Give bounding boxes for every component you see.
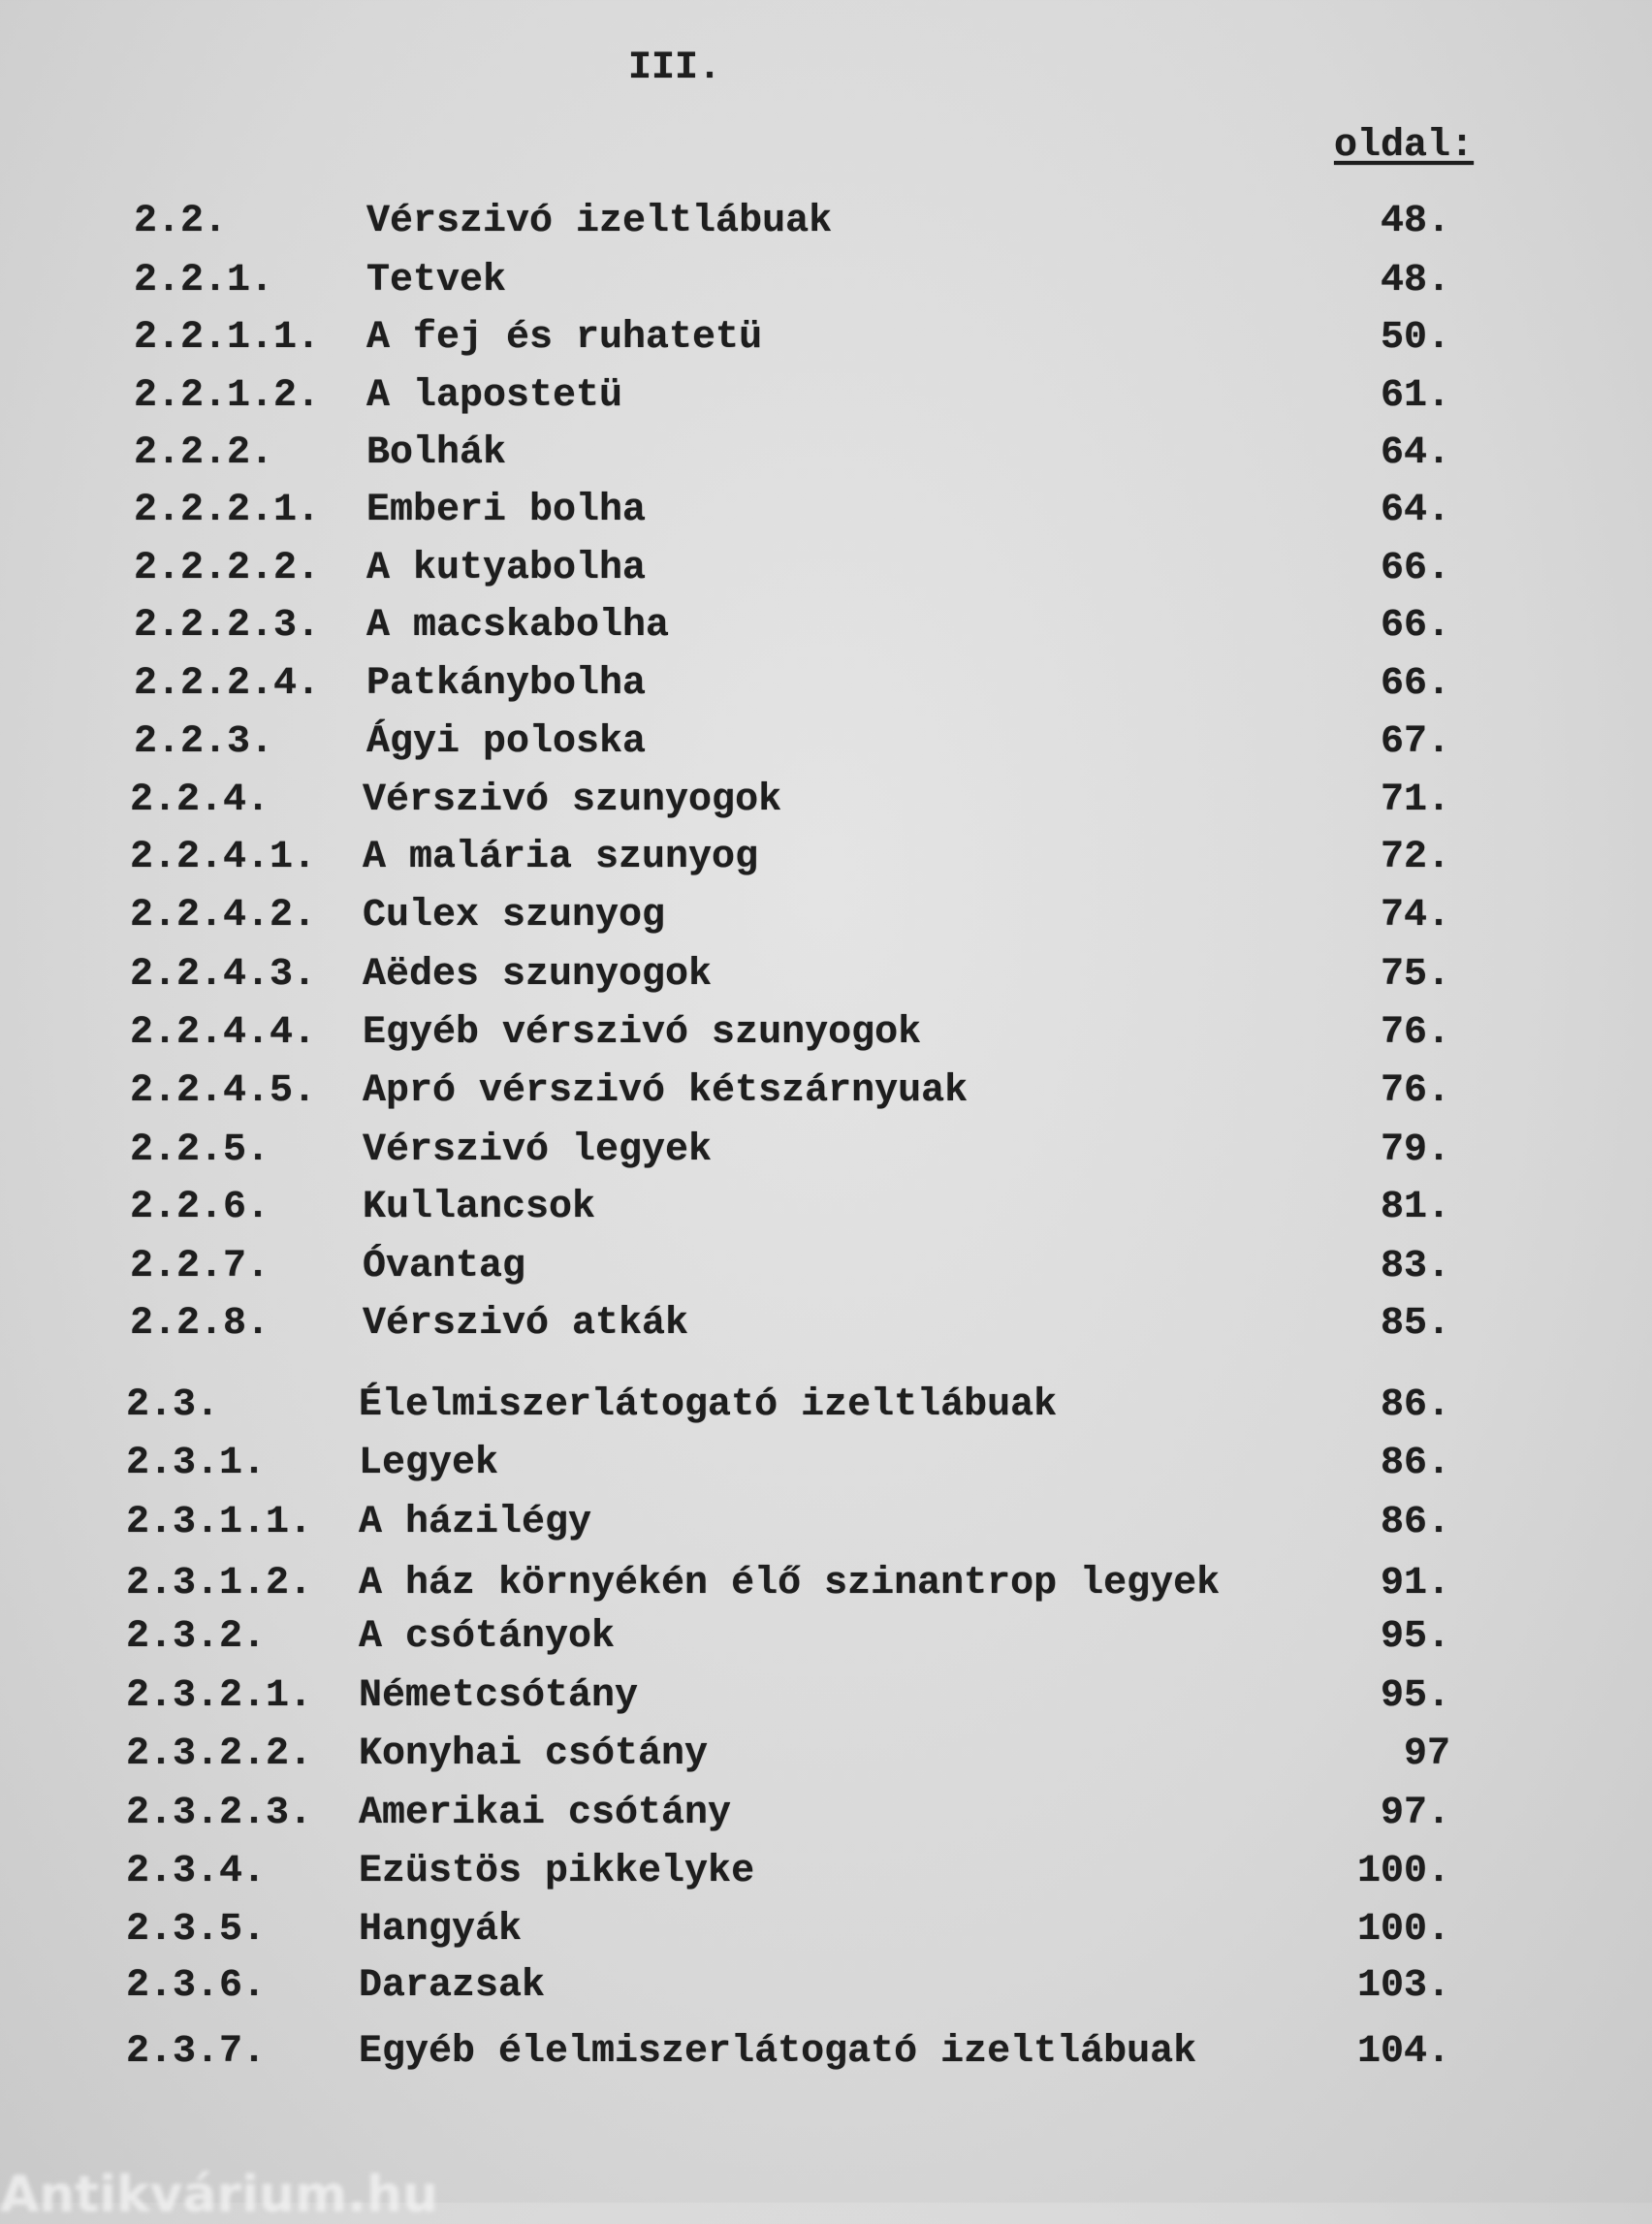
entry-number: 2.2.2.2. [134,547,321,590]
entry-title: Ezüstös pikkelyke [359,1850,755,1893]
entry-page: 95. [1380,1615,1450,1659]
entry-number: 2.3.6. [126,1964,267,2008]
entry-title: A malária szunyog [363,836,759,879]
entry-page: 104. [1356,2030,1450,2074]
entry-title: A macskabolha [366,604,670,648]
entry-number: 2.2.5. [130,1128,270,1172]
page-number: III. [628,47,722,90]
entry-page: 61. [1380,374,1450,418]
entry-page: 48. [1380,200,1450,243]
entry-number: 2.3.2.3. [126,1792,313,1835]
entry-title: Legyek [359,1442,499,1485]
entry-number: 2.2.6. [130,1186,270,1229]
entry-number: 2.2.3. [134,720,274,764]
entry-number: 2.3.4. [126,1850,267,1893]
entry-title: A fej és ruhatetü [366,316,763,360]
entry-page: 86. [1380,1383,1450,1427]
entry-title: A csótányok [359,1615,616,1659]
entry-page: 95. [1380,1674,1450,1718]
entry-number: 2.2.1.1. [134,316,321,360]
entry-page: 86. [1380,1501,1450,1544]
entry-title: Kullancsok [363,1186,596,1229]
entry-title: Culex szunyog [363,894,666,937]
entry-number: 2.2.2.1. [134,489,321,532]
entry-page: 66. [1380,604,1450,648]
entry-page: 75. [1380,953,1450,997]
entry-number: 2.2.7. [130,1245,270,1288]
entry-number: 2.2.2.3. [134,604,321,648]
entry-number: 2.2.1. [134,259,274,302]
entry-page: 50. [1380,316,1450,360]
entry-page: 64. [1380,431,1450,475]
entry-title: Konyhai csótány [359,1732,709,1776]
entry-page: 100. [1356,1850,1450,1893]
entry-number: 2.2.4.1. [130,836,317,879]
entry-title: Vérszivó atkák [363,1302,689,1346]
entry-title: Óvantag [363,1245,526,1288]
entry-title: Vérszivó szunyogok [363,778,782,822]
entry-title: Bolhák [366,431,507,475]
entry-title: Vérszivó izeltlábuak [366,200,833,243]
entry-title: Tetvek [366,259,507,302]
entry-page: 83. [1380,1245,1450,1288]
entry-title: A házilégy [359,1501,592,1544]
entry-title: Apró vérszivó kétszárnyuak [363,1069,969,1113]
entry-number: 2.3.2.1. [126,1674,313,1718]
entry-title: Németcsótány [359,1674,639,1718]
entry-number: 2.3.1.1. [126,1501,313,1544]
entry-title: Patkánybolha [366,662,647,706]
entry-number: 2.2.1.2. [134,374,321,418]
entry-page: 67. [1380,720,1450,764]
entry-number: 2.2.4.3. [130,953,317,997]
entry-number: 2.2.4. [130,778,270,822]
entry-number: 2.3.7. [126,2030,267,2074]
entry-page: 81. [1380,1186,1450,1229]
entry-number: 2.3.2. [126,1615,267,1659]
entry-page: 71. [1380,778,1450,822]
entry-number: 2.3. [126,1383,220,1427]
entry-page: 79. [1380,1128,1450,1172]
entry-title: Ágyi poloska [366,720,647,764]
entry-page: 97 [1403,1732,1450,1776]
entry-page: 76. [1380,1069,1450,1113]
entry-page: 66. [1380,662,1450,706]
entry-page: 91. [1380,1562,1450,1605]
entry-number: 2.3.1.2. [126,1562,313,1605]
entry-number: 2.3.5. [126,1908,267,1952]
entry-page: 66. [1380,547,1450,590]
entry-title: Darazsak [359,1964,546,2008]
entry-page: 85. [1380,1302,1450,1346]
entry-title: Egyéb élelmiszerlátogató izeltlábuak [359,2030,1197,2074]
entry-number: 2.3.2.2. [126,1732,313,1776]
entry-page: 64. [1380,489,1450,532]
entry-page: 103. [1356,1964,1450,2008]
entry-number: 2.2.4.2. [130,894,317,937]
entry-number: 2.2.4.5. [130,1069,317,1113]
entry-title: Aëdes szunyogok [363,953,713,997]
entry-page: 72. [1380,836,1450,879]
entry-title: A lapostetü [366,374,623,418]
entry-title: Hangyák [359,1908,523,1952]
entry-page: 100. [1356,1908,1450,1952]
entry-title: Vérszivó legyek [363,1128,713,1172]
entry-title: Emberi bolha [366,489,647,532]
watermark: Antikvárium.hu [0,2166,438,2224]
entry-page: 97. [1380,1792,1450,1835]
entry-title: A ház környékén élő szinantrop legyek [359,1562,1221,1605]
entry-number: 2.2.4.4. [130,1011,317,1055]
entry-title: Egyéb vérszivó szunyogok [363,1011,922,1055]
entry-page: 48. [1380,259,1450,302]
entry-page: 74. [1380,894,1450,937]
entry-number: 2.3.1. [126,1442,267,1485]
entry-number: 2.2.2.4. [134,662,321,706]
entry-number: 2.2.2. [134,431,274,475]
page-column-label: oldal: [1334,124,1475,168]
entry-title: Élelmiszerlátogató izeltlábuak [359,1383,1058,1427]
entry-title: A kutyabolha [366,547,647,590]
entry-number: 2.2.8. [130,1302,270,1346]
entry-page: 76. [1380,1011,1450,1055]
entry-title: Amerikai csótány [359,1792,732,1835]
entry-number: 2.2. [134,200,228,243]
entry-page: 86. [1380,1442,1450,1485]
